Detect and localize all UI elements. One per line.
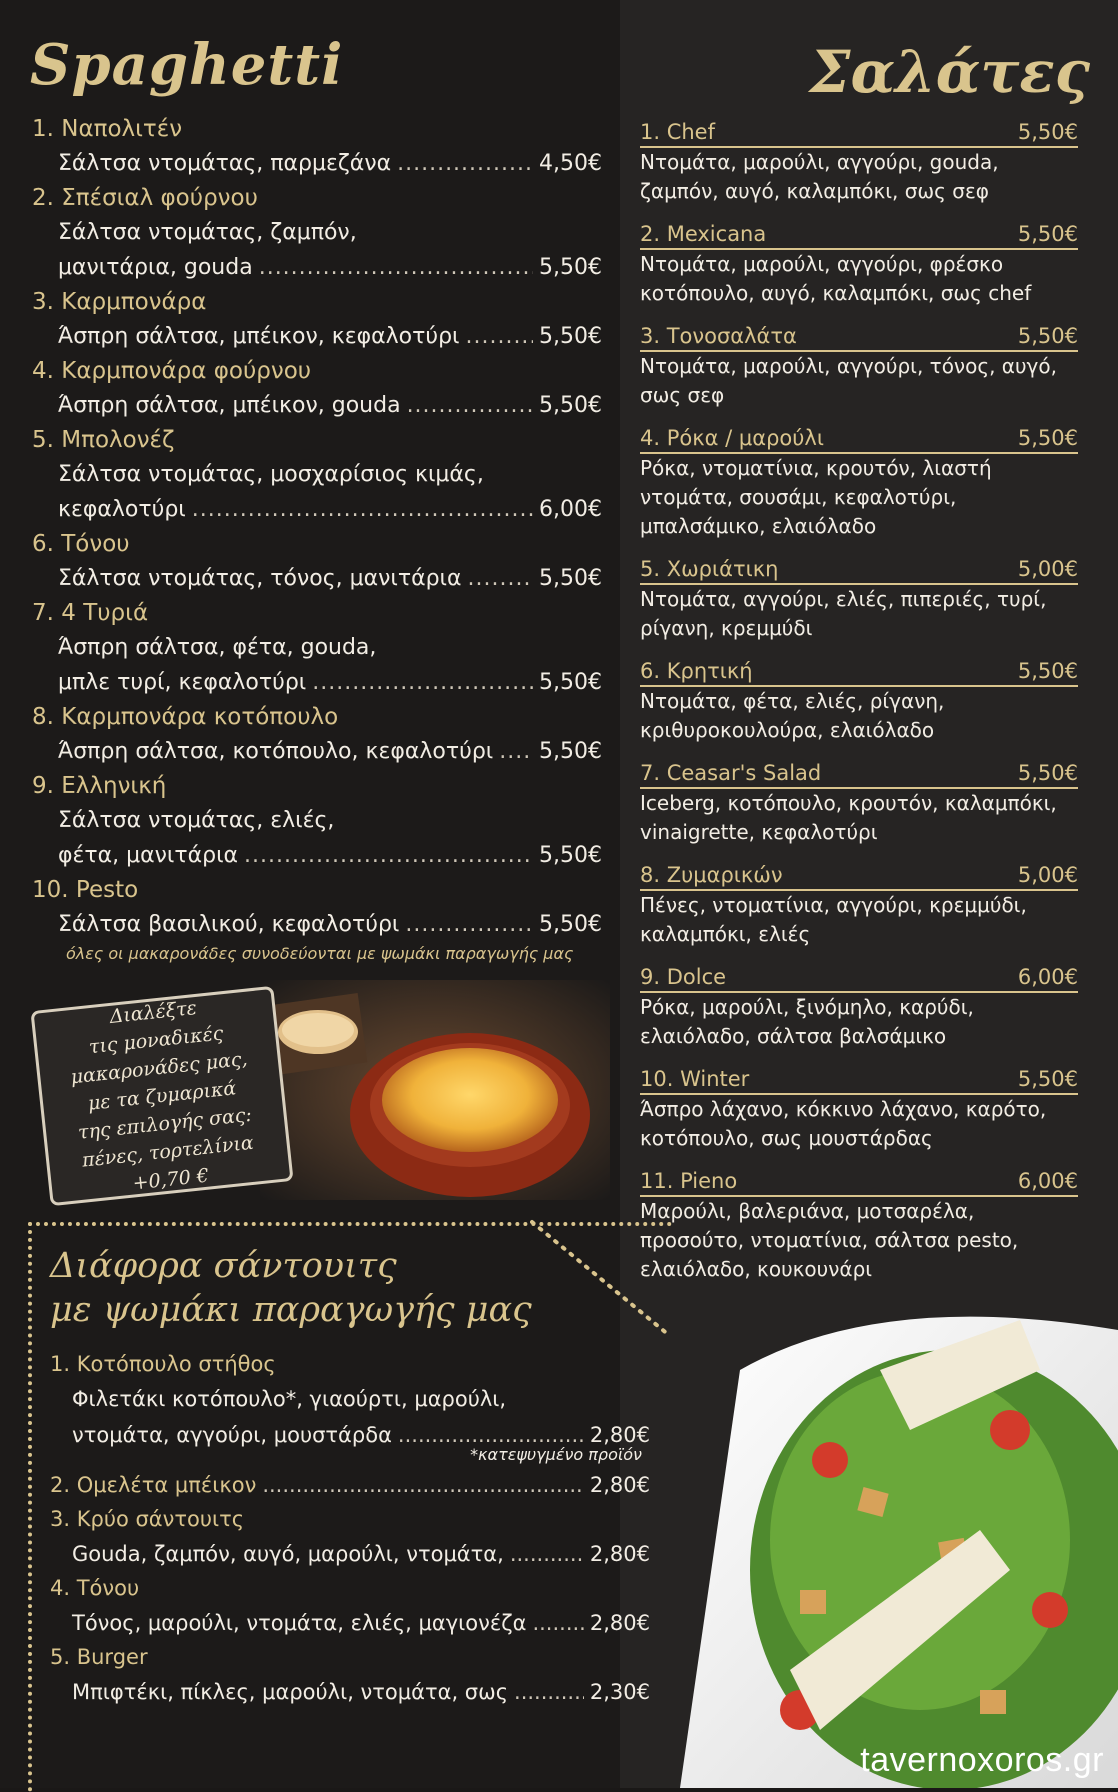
- dot-leader: [405, 907, 533, 942]
- spaghetti-price: 5,50€: [539, 912, 602, 937]
- spaghetti-price: 5,50€: [539, 670, 602, 695]
- spaghetti-ingredients: Άσπρη σάλτσα, κοτόπουλο, κεφαλοτύρι: [58, 739, 494, 764]
- website-watermark: tavernoxoros.gr: [860, 1741, 1104, 1779]
- salad-item: [640, 1167, 1078, 1284]
- sandwich-price: 2,80€: [589, 1542, 650, 1566]
- spaghetti-description: [32, 215, 602, 250]
- salad-price: 5,50€: [1017, 659, 1078, 683]
- spaghetti-ingredients: μπλε τυρί, κεφαλοτύρι: [58, 670, 307, 695]
- sandwich-note: *κατεψυγμένο προϊόν: [470, 1445, 642, 1464]
- spaghetti-description: [32, 388, 602, 423]
- sandwich-title-line1: Διάφορα σάντουιτς: [50, 1246, 397, 1286]
- salad-header: [640, 424, 1078, 454]
- salad-price: 5,50€: [1017, 222, 1078, 246]
- sandwich-price: 2,30€: [589, 1680, 650, 1704]
- salad-header: [640, 657, 1078, 687]
- spaghetti-description: [32, 907, 602, 942]
- salad-description: Iceberg, κοτόπουλο, κρουτόν, καλαμπόκι, vinaigrette, κεφαλοτύρι: [640, 791, 1057, 844]
- sandwich-item: [50, 1467, 650, 1503]
- spaghetti-ingredients: Σάλτσα βασιλικού, κεφαλοτύρι: [58, 912, 400, 937]
- spaghetti-item: [32, 700, 602, 769]
- salad-description: Ρόκα, μαρούλι, ξινόμηλο, καρύδι, ελαιόλαδο, σάλτσα βαλσάμικο: [640, 995, 974, 1048]
- salad-item: [640, 220, 1078, 308]
- salad-header: [640, 322, 1078, 352]
- sandwich-name: 3. Κρύο σάντουιτς: [50, 1507, 245, 1531]
- spaghetti-item: [32, 354, 602, 423]
- sandwich-price: 2,80€: [589, 1611, 650, 1635]
- spaghetti-description: [32, 630, 602, 665]
- spaghetti-item: [32, 423, 602, 527]
- salad-item: [640, 424, 1078, 541]
- spaghetti-price: 4,50€: [539, 151, 602, 176]
- salad-header: [640, 1167, 1078, 1197]
- dot-leader: [397, 146, 533, 181]
- salad-header: [640, 963, 1078, 993]
- spaghetti-name: 3. Καρμπονάρα: [32, 289, 207, 315]
- spaghetti-ingredients: κεφαλοτύρι: [58, 497, 186, 522]
- sandwich-description: [50, 1674, 650, 1710]
- salad-price: 5,50€: [1017, 761, 1078, 785]
- spaghetti-description: [32, 250, 602, 285]
- spaghetti-ingredients: Άσπρη σάλτσα, μπέικον, κεφαλοτύρι: [58, 324, 460, 349]
- salad-description: Ντομάτα, αγγούρι, ελιές, πιπεριές, τυρί, ρίγανη, κρεμμύδι: [640, 587, 1047, 640]
- spaghetti-description: [32, 734, 602, 769]
- salad-name: 5. Χωριάτικη: [640, 557, 779, 581]
- sandwich-name-row: [50, 1467, 650, 1503]
- salad-header: [640, 861, 1078, 891]
- spaghetti-ingredients: μανιτάρια, gouda: [58, 255, 253, 280]
- salad-item: [640, 322, 1078, 410]
- sandwich-title: [50, 1244, 532, 1332]
- spaghetti-item: [32, 527, 602, 596]
- spaghetti-item: [32, 285, 602, 354]
- spaghetti-price: 5,50€: [539, 324, 602, 349]
- salad-item: [640, 861, 1078, 949]
- salad-header: [640, 555, 1078, 585]
- salad-photo: [680, 1310, 1118, 1788]
- spaghetti-name: 9. Ελληνική: [32, 773, 167, 799]
- spaghetti-price: 5,50€: [539, 393, 602, 418]
- promo-card: [30, 986, 293, 1206]
- salad-item: [640, 118, 1078, 206]
- spaghetti-item: [32, 873, 602, 942]
- spaghetti-name: 7. 4 Τυριά: [32, 600, 149, 626]
- spaghetti-description: [32, 146, 602, 181]
- spaghetti-description: [32, 319, 602, 354]
- spaghetti-ingredients: Σάλτσα ντομάτας, μοσχαρίσιος κιμάς,: [58, 462, 484, 487]
- salad-item: [640, 963, 1078, 1051]
- salad-price: 5,50€: [1017, 1067, 1078, 1091]
- dot-leader: [244, 838, 533, 873]
- salad-price: 5,50€: [1017, 324, 1078, 348]
- spaghetti-ingredients: φέτα, μανιτάρια: [58, 843, 239, 868]
- pasta-photo: [260, 980, 610, 1200]
- spaghetti-name: 5. Μπολονέζ: [32, 427, 175, 453]
- salad-price: 6,00€: [1017, 1169, 1078, 1193]
- spaghetti-price: 5,50€: [539, 255, 602, 280]
- spaghetti-note: όλες οι μακαρονάδες συνοδεύονται με ψωμάκι παραγωγής μας: [66, 944, 574, 963]
- spaghetti-description: [32, 803, 602, 838]
- salad-price: 6,00€: [1017, 965, 1078, 989]
- dot-leader: [312, 665, 533, 700]
- sandwich-title-line2: με ψωμάκι παραγωγής μας: [50, 1290, 532, 1330]
- sandwich-name: 5. Burger: [50, 1645, 148, 1669]
- salad-header: [640, 759, 1078, 789]
- salad-name: 4. Ρόκα / μαρούλι: [640, 426, 824, 450]
- dot-leader: [532, 1605, 583, 1641]
- spaghetti-ingredients: Σάλτσα ντομάτας, ζαμπόν,: [58, 220, 357, 245]
- salad-item: [640, 555, 1078, 643]
- spaghetti-item: [32, 596, 602, 700]
- salad-description: Άσπρο λάχανο, κόκκινο λάχανο, καρότο, κοτόπουλο, σως μουστάρδας: [640, 1097, 1047, 1150]
- spaghetti-ingredients: Σάλτσα ντομάτας, παρμεζάνα: [58, 151, 392, 176]
- salad-name: 3. Τονοσαλάτα: [640, 324, 797, 348]
- salad-name: 10. Winter: [640, 1067, 750, 1091]
- spaghetti-description: [32, 561, 602, 596]
- sandwich-item: [50, 1641, 650, 1710]
- sandwich-ingredients: Gouda, ζαμπόν, αυγό, μαρούλι, ντομάτα,: [72, 1542, 504, 1566]
- sandwich-price: 2,80€: [589, 1423, 650, 1447]
- dot-leader: [514, 1674, 584, 1710]
- salads-list: [640, 118, 1078, 1298]
- spaghetti-item: [32, 112, 602, 181]
- sandwich-item: [50, 1572, 650, 1641]
- salad-description: Πένες, ντοματίνια, αγγούρι, κρεμμύδι, καλαμπόκι, ελιές: [640, 893, 1027, 946]
- salad-item: [640, 657, 1078, 745]
- sandwich-ingredients: ντομάτα, αγγούρι, μουστάρδα: [72, 1423, 392, 1447]
- spaghetti-item: [32, 181, 602, 285]
- salad-header: [640, 118, 1078, 148]
- sandwich-item: [50, 1503, 650, 1572]
- salad-name: 1. Chef: [640, 120, 715, 144]
- sandwich-name: 4. Τόνου: [50, 1576, 140, 1600]
- sandwich-name: 1. Κοτόπουλο στήθος: [50, 1352, 276, 1376]
- sandwich-description: [50, 1605, 650, 1641]
- salad-price: 5,00€: [1017, 557, 1078, 581]
- spaghetti-description: [32, 665, 602, 700]
- spaghetti-ingredients: Άσπρη σάλτσα, μπέικον, gouda: [58, 393, 401, 418]
- salad-name: 6. Κρητική: [640, 659, 753, 683]
- salad-name: 7. Ceasar's Salad: [640, 761, 822, 785]
- promo-text: Διαλέξτε τις μοναδικές μακαρονάδες μας, με τα ζυμαρικά της επιλογής σας: πένες, τορτελίνια +0,70 €: [69, 996, 255, 1195]
- salad-header: [640, 1065, 1078, 1095]
- salad-description: Ντομάτα, μαρούλι, αγγούρι, τόνος, αυγό, σως σεφ: [640, 354, 1057, 407]
- sandwich-ingredients: Μπιφτέκι, πίκλες, μαρούλι, ντομάτα, σως: [72, 1680, 509, 1704]
- salad-item: [640, 1065, 1078, 1153]
- salad-name: 2. Mexicana: [640, 222, 767, 246]
- dot-leader: [262, 1467, 584, 1503]
- sandwich-item: [50, 1348, 650, 1467]
- spaghetti-price: 5,50€: [539, 843, 602, 868]
- spaghetti-name: 6. Τόνου: [32, 531, 130, 557]
- salad-description: Ντομάτα, μαρούλι, αγγούρι, φρέσκο κοτόπουλο, αυγό, καλαμπόκι, σως chef: [640, 252, 1032, 305]
- spaghetti-name: 4. Καρμπονάρα φούρνου: [32, 358, 312, 384]
- salad-item: [640, 759, 1078, 847]
- spaghetti-price: 6,00€: [539, 497, 602, 522]
- salad-header: [640, 220, 1078, 250]
- dot-leader: [259, 250, 533, 285]
- dot-leader: [192, 492, 533, 527]
- spaghetti-description: [32, 492, 602, 527]
- dot-leader: [510, 1536, 584, 1572]
- spaghetti-description: [32, 457, 602, 492]
- sandwich-ingredients: Τόνος, μαρούλι, ντομάτα, ελιές, μαγιονέζα: [72, 1611, 527, 1635]
- spaghetti-ingredients: Σάλτσα ντομάτας, ελιές,: [58, 808, 335, 833]
- salad-name: 8. Ζυμαρικών: [640, 863, 783, 887]
- salad-description: Μαρούλι, βαλεριάνα, μοτσαρέλα, προσούτο, ντοματίνια, σάλτσα pesto, ελαιόλαδο, κουκουνάρι: [640, 1199, 1019, 1281]
- dot-leader: [465, 319, 533, 354]
- sandwich-ingredients: Φιλετάκι κοτόπουλο*, γιαούρτι, μαρούλι,: [72, 1387, 507, 1411]
- salad-name: 11. Pieno: [640, 1169, 738, 1193]
- spaghetti-name: 10. Pesto: [32, 877, 139, 903]
- salad-name: 9. Dolce: [640, 965, 727, 989]
- salad-price: 5,50€: [1017, 120, 1078, 144]
- spaghetti-name: 2. Σπέσιαλ φούρνου: [32, 185, 258, 211]
- spaghetti-description: [32, 838, 602, 873]
- salad-description: Ντομάτα, μαρούλι, αγγούρι, gouda, ζαμπόν, αυγό, καλαμπόκι, σως σεφ: [640, 150, 999, 203]
- dot-leader: [499, 734, 533, 769]
- salad-price: 5,50€: [1017, 426, 1078, 450]
- spaghetti-ingredients: Άσπρη σάλτσα, φέτα, gouda,: [58, 635, 377, 660]
- sandwich-price: 2,80€: [589, 1473, 650, 1497]
- sandwich-description: [50, 1381, 650, 1417]
- spaghetti-price: 5,50€: [539, 739, 602, 764]
- spaghetti-name: 8. Καρμπονάρα κοτόπουλο: [32, 704, 339, 730]
- spaghetti-item: [32, 769, 602, 873]
- spaghetti-price: 5,50€: [539, 566, 602, 591]
- spaghetti-ingredients: Σάλτσα ντομάτας, τόνος, μανιτάρια: [58, 566, 462, 591]
- sandwich-name: 2. Ομελέτα μπέικον: [50, 1473, 257, 1497]
- salad-price: 5,00€: [1017, 863, 1078, 887]
- salad-description: Ρόκα, ντοματίνια, κρουτόν, λιαστή ντομάτα, σουσάμι, κεφαλοτύρι, μπαλσάμικο, ελαιόλαδο: [640, 456, 992, 538]
- dot-leader: [407, 388, 533, 423]
- sandwich-description: [50, 1536, 650, 1572]
- spaghetti-name: 1. Ναπολιτέν: [32, 116, 183, 142]
- salad-description: Ντομάτα, φέτα, ελιές, ρίγανη, κριθυροκουλούρα, ελαιόλαδο: [640, 689, 945, 742]
- spaghetti-list: [32, 112, 602, 942]
- salads-title: Σαλάτες: [809, 38, 1090, 106]
- spaghetti-title: Spaghetti: [30, 32, 344, 98]
- dot-leader: [468, 561, 534, 596]
- sandwich-list: [50, 1348, 650, 1710]
